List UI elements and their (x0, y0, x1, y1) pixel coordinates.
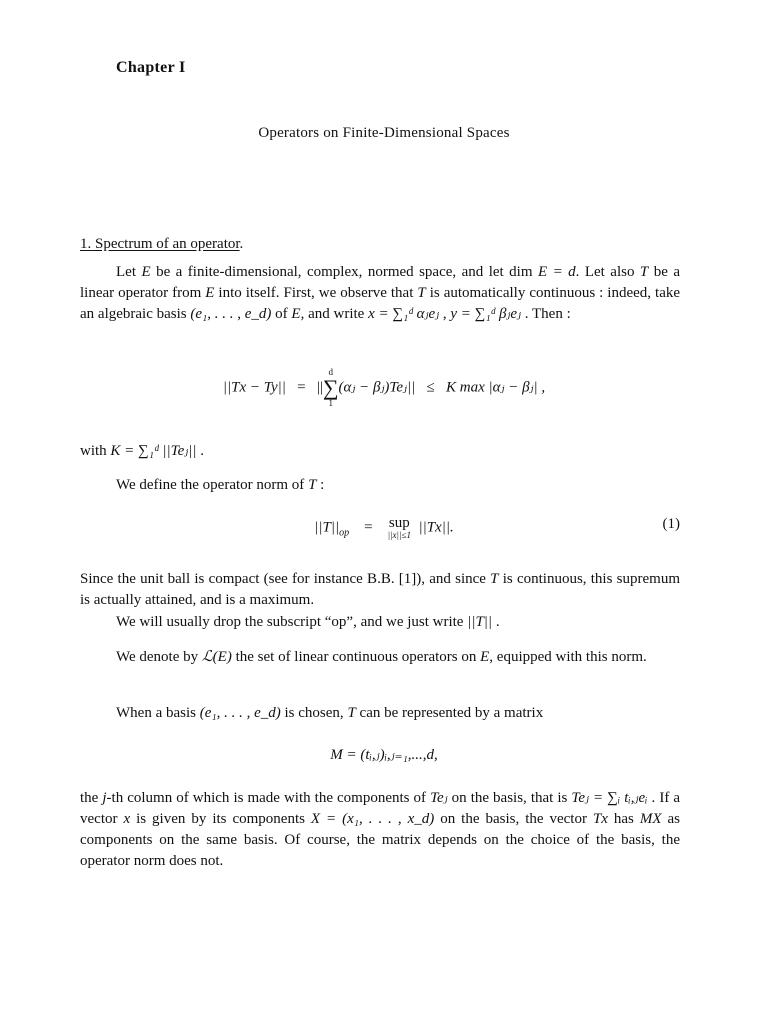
p1-text-h: , and write (300, 306, 369, 322)
p8-text-f: on the basis, the vector (434, 811, 593, 827)
p8-math-x: x (123, 811, 131, 827)
eq2-lhs-sub: op (339, 527, 350, 539)
p6-math-E: E (480, 649, 490, 665)
p7-text-b: is chosen, (280, 705, 348, 721)
p8-text-h: as components on the same basis. Of course, the matrix depends on the choice of the basis, the operator norm does not. (80, 811, 681, 869)
section-heading (80, 236, 243, 253)
sup-subscript: ||x||≤1 (387, 530, 411, 540)
eq1-le: ≤ (426, 379, 435, 396)
p6-math-LE: ℒ(E) (201, 649, 232, 665)
p4-text-b: is continuous, this supremum is actually attained, and is a maximum. (80, 571, 680, 608)
equation-lipschitz (0, 368, 768, 408)
eq1-norm-open: || (316, 379, 323, 396)
p1-text-j: . Then : (521, 306, 571, 322)
chapter-heading: Chapter I (116, 59, 186, 76)
chapter-title: Operators on Finite-Dimensional Spaces (258, 125, 510, 141)
eq1-eqsign: = (297, 379, 306, 396)
p8-text-c: on the basis, that is (447, 790, 572, 806)
p6-text-a: We denote by (116, 649, 202, 665)
p1-text-g: of (271, 306, 292, 322)
p8-math-MX: MX (639, 811, 662, 827)
p1-math-basis: (e₁, . . . , e_d) (190, 306, 272, 322)
p7-math-T: T (347, 705, 356, 721)
p1-text-b: be a finite-dimensional, complex, normed space, and let dim (150, 264, 538, 280)
p3-math-T: T (308, 477, 317, 493)
p8-math-Tx: Tx (592, 811, 608, 827)
p1-math-T2: T (417, 285, 426, 301)
section-number: 1. (80, 236, 92, 252)
p5-text-b: . (492, 614, 500, 630)
p6-text-b: the set of linear continuous operators on (231, 649, 481, 665)
sigma-glyph: ∑ (322, 375, 339, 400)
section-title-period: . (239, 236, 244, 252)
p8-text-e: is given by its components (130, 811, 311, 827)
p5-text-a: We will usually drop the subscript “op”, and we just write (116, 614, 468, 630)
p1-math-x: x = ∑₁ᵈ αⱼeⱼ (368, 306, 440, 322)
section-title: Spectrum of an operator (95, 236, 240, 252)
eq2-eqsign: = (364, 519, 373, 536)
paragraph-7 (80, 703, 680, 724)
p8-text-b: -th column of which is made with the components of (106, 790, 431, 806)
p2-text-b: . (196, 443, 204, 459)
p8-text-a: the (80, 790, 103, 806)
p8-math-Tej2: Teⱼ = ∑ᵢ tᵢ,ⱼeᵢ (571, 790, 648, 806)
sup-operator (388, 516, 411, 540)
p1-math-E2: E (205, 285, 215, 301)
p1-math-y: y = ∑₁ᵈ βⱼeⱼ (450, 306, 522, 322)
equation-operator-norm (0, 516, 768, 540)
p1-math-Eeq: E = d (537, 264, 576, 280)
p1-math-E: E (141, 264, 151, 280)
p1-text-d: be a linear operator from (80, 264, 680, 301)
eq1-sum-body: (αⱼ − βⱼ)Teⱼ|| (338, 379, 416, 396)
p4-math-T: T (490, 571, 499, 587)
p1-text-i: , (439, 306, 451, 322)
equation-matrix: M = (tᵢ,ⱼ)ᵢ,ⱼ₌₁,...,d, (330, 747, 438, 763)
p3-text-b: : (316, 477, 325, 493)
p1-math-E3: E (291, 306, 301, 322)
p8-text-d: . If a vector (80, 790, 681, 827)
eq1-lhs: ||Tx − Ty|| (222, 379, 286, 396)
p7-text-c: can be represented by a matrix (355, 705, 544, 721)
p5-math-T: ||T|| (467, 614, 493, 630)
sum-lower-limit: 1 (328, 398, 333, 408)
paragraph-3 (80, 475, 680, 496)
paragraph-2 (80, 441, 680, 462)
paragraph-4 (80, 569, 680, 611)
eq2-lhs: ||T|| (314, 519, 340, 536)
p8-text-g: has (607, 811, 640, 827)
p2-text-a: with (80, 443, 111, 459)
sup-label: sup (388, 515, 410, 531)
paragraph-5 (80, 612, 680, 633)
p1-text-e: into itself. First, we observe that (214, 285, 418, 301)
p7-math-basis: (e₁, . . . , e_d) (199, 705, 281, 721)
p1-text-c: . Let also (575, 264, 640, 280)
paragraph-6 (80, 647, 680, 668)
p4-text-a: Since the unit ball is compact (see for instance B.B. [1]), and since (80, 571, 491, 587)
sum-upper-limit: d (328, 367, 333, 377)
p1-math-T: T (639, 264, 649, 280)
paragraph-8 (80, 788, 680, 872)
paragraph-1 (80, 262, 680, 325)
p6-text-c: , equipped with this norm. (489, 649, 647, 665)
p8-math-Tej: Teⱼ (430, 790, 448, 806)
p8-math-X: X = (x₁, . . . , x_d) (310, 811, 435, 827)
eq1-rhs: K max |αⱼ − βⱼ| , (446, 379, 546, 396)
p2-math-K: K = ∑₁ᵈ ||Teⱼ|| (110, 443, 197, 459)
p1-text-a: Let (116, 264, 142, 280)
equation-number: (1) (662, 516, 680, 532)
p8-math-j: j (102, 790, 107, 806)
p1-text-f: is automatically continuous : indeed, take an algebraic basis (80, 285, 681, 322)
p7-text-a: When a basis (116, 705, 200, 721)
p3-text-a: We define the operator norm of (116, 477, 309, 493)
sum-symbol (323, 368, 339, 408)
eq2-rhs: ||Tx||. (418, 519, 454, 536)
